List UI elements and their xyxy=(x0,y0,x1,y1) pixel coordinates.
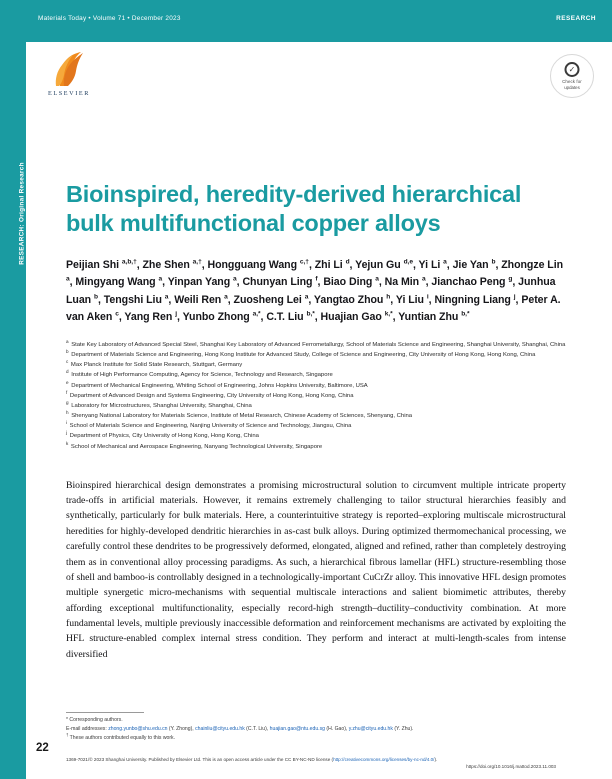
journal-header-band xyxy=(26,0,612,42)
footnote-divider xyxy=(66,712,144,713)
crossmark-line2: updates xyxy=(564,85,580,90)
copyright-block xyxy=(66,756,556,771)
corresponding-author-note: * Corresponding authors. xyxy=(66,717,123,723)
affiliation-list xyxy=(66,340,566,452)
publisher-area xyxy=(26,42,612,142)
corresponding-emails: E-mail addresses: zhong.yunbo@shu.edu.cn (Y. Zhong), chainliu@cityu.edu.hk (C.T. Liu), huajian.gao@ntu.edu.sg (H. Gao), y.zhu@cityu.edu.hk (Y. Zhu). xyxy=(66,725,414,732)
affiliation-item: $^h$ Shenyang National Laboratory for Materials Science, Institute of Metal Research, Chinese Academy of Sciences, Shenyang, China xyxy=(66,410,413,420)
email-link[interactable]: y.zhu@cityu.edu.hk xyxy=(348,725,393,732)
email-link[interactable]: chainliu@cityu.edu.hk xyxy=(195,725,245,732)
article-content xyxy=(66,180,582,662)
affiliation-item: $^k$ School of Mechanical and Aerospace Engineering, Nanyang Technological University, Singapore xyxy=(66,440,323,450)
page-number: 22 xyxy=(36,742,49,754)
email-link[interactable]: huajian.gao@ntu.edu.sg xyxy=(269,725,325,732)
abstract-text: Bioinspired hierarchical design demonstrates a promising microstructural solution to circumvent multiple intricate property trade-offs in artificial materials. However, it remains extremely challenging to tailor structural hierarchies feasibly and synthetically, particularly for bulk materials. Here, a counterintuitive strategy is reported–exploring multiscale microstructural heredities for highly-developed dendritic hierarchies in as-cast bulk alloys. During optimized thermomechanical processing, we carefully control these dendrites to be progressively deformed, elongated, aligned and refined, rather than completely destroying them as in conventional alloy processing paradigms. As such, a hierarchical fibrous lamellar (HFL) structure-resembling those of shell and bamboo-is controllably designed in a technologically-important CuCrZr alloy. This innovative HFL design promotes multiple synergetic micro-mechanisms with sequential multiscale interactions and salient biomimetic attributes, thereby affording exceptional multifunctionality, especially record-high strength–ductility–conductivity combination. At more fundamental levels, multiple previously inaccessible deformation and reinforcement mechanisms are activated by exploiting the HFL structure-enabled complex internal stress condition. They perform and interact at multi-length-scales from intense diversified xyxy=(66,479,566,660)
email-link[interactable]: zhong.yunbo@shu.edu.cn xyxy=(108,725,168,732)
affiliation-item: $^j$ Department of Physics, City University of Hong Kong, Hong Kong, China xyxy=(66,430,259,440)
spine-label: RESEARCH: Original Research xyxy=(18,162,26,265)
section-label: RESEARCH xyxy=(556,15,596,22)
journal-spine xyxy=(0,0,26,779)
affiliation-item: $^i$ School of Materials Science and Engineering, Nanjing University of Science and Technology, Jiangsu, China xyxy=(66,420,352,430)
elsevier-tree-icon xyxy=(42,50,96,88)
page-title: Bioinspired, heredity-derived hierarchical bulk multifunctional copper alloys xyxy=(66,181,522,236)
doi-link[interactable]: https://doi.org/10.1016/j.mattod.2023.11.003 xyxy=(466,764,556,770)
affiliation-item: $^c$ Max Planck Institute for Solid State Research, Stuttgart, Germany xyxy=(66,359,243,369)
affiliation-item: $^d$ Institute of High Performance Computing, Agency for Science, Technology and Research, Singapore xyxy=(66,369,333,379)
affiliation-item: $^b$ Department of Materials Science and Engineering, Hong Kong Institute for Advanced Study, College of Science and Engineering, City University of Hong Kong, Hong Kong, China xyxy=(66,349,536,359)
crossmark-check-icon: ✓ xyxy=(568,65,576,74)
affiliation-item: $^a$ State Key Laboratory of Advanced Special Steel, Shanghai Key Laboratory of Advanced Ferrometallurgy, School of Materials Science and Engineering, Shanghai University, Shanghai, China xyxy=(66,338,566,348)
crossmark-badge[interactable] xyxy=(550,54,594,98)
crossmark-line1: Check for xyxy=(562,79,582,84)
elsevier-wordmark: ELSEVIER xyxy=(47,90,90,97)
elsevier-logo xyxy=(42,50,96,97)
equal-contribution-note: † These authors contributed equally to this work. xyxy=(66,732,175,741)
affiliation-item: $^g$ Laboratory for Microstructures, Shanghai University, Shanghai, China xyxy=(66,399,252,409)
copyright-line: 1369-7021/© 2023 Shanghai University. Published by Elsevier Ltd. This is an open access article under the CC BY-NC-ND license (http://creativecommons.org/licenses/by-nc-nd/4.0/). xyxy=(66,757,438,762)
affiliation-item: $^e$ Department of Mechanical Engineering, Whiting School of Engineering, Johns Hopkins University, Baltimore, USA xyxy=(66,379,368,389)
journal-issue-line: Materials Today • Volume 71 • December 2023 xyxy=(38,15,181,22)
affiliation-item: $^f$ Department of Advanced Design and Systems Engineering, City University of Hong Kong, Hong Kong, China xyxy=(66,389,354,399)
footnotes xyxy=(66,712,556,743)
license-link[interactable]: http://creativecommons.org/licenses/by-nc-nd/4.0/ xyxy=(333,757,435,762)
author-list: Peijian Shi $^{a,b,\dagger}$, Zhe Shen $^{a,\dagger}$, Hongguang Wang $^{c,\dagger}$, Zhi Li $^d$, Yejun Gu $^{d,e}$, Yi Li $^a$, Jie Yan $^b$, Zhongze Lin $^a$, Mingyang Wang $^a$, Yinpan Yang $^a$, Chunyan Ling $^f$, Biao Ding $^a$, Na Min $^a$, Jianchao Peng $^g$, Junhua Luan $^b$, Tengshi Liu $^a$, Weili Ren $^a$, Zuosheng Lei $^a$, Yangtao Zhou $^h$, Yi Liu $^i$, Ningning Liang $^j$, Peter A. van Aken $^c$, Yang Ren $^j$, Yunbo Zhong $^{a,*}$, C.T. Liu $^{b,*}$, Huajian Gao $^{k,*}$, Yuntian Zhu $^{b,*}$ xyxy=(66,258,564,323)
